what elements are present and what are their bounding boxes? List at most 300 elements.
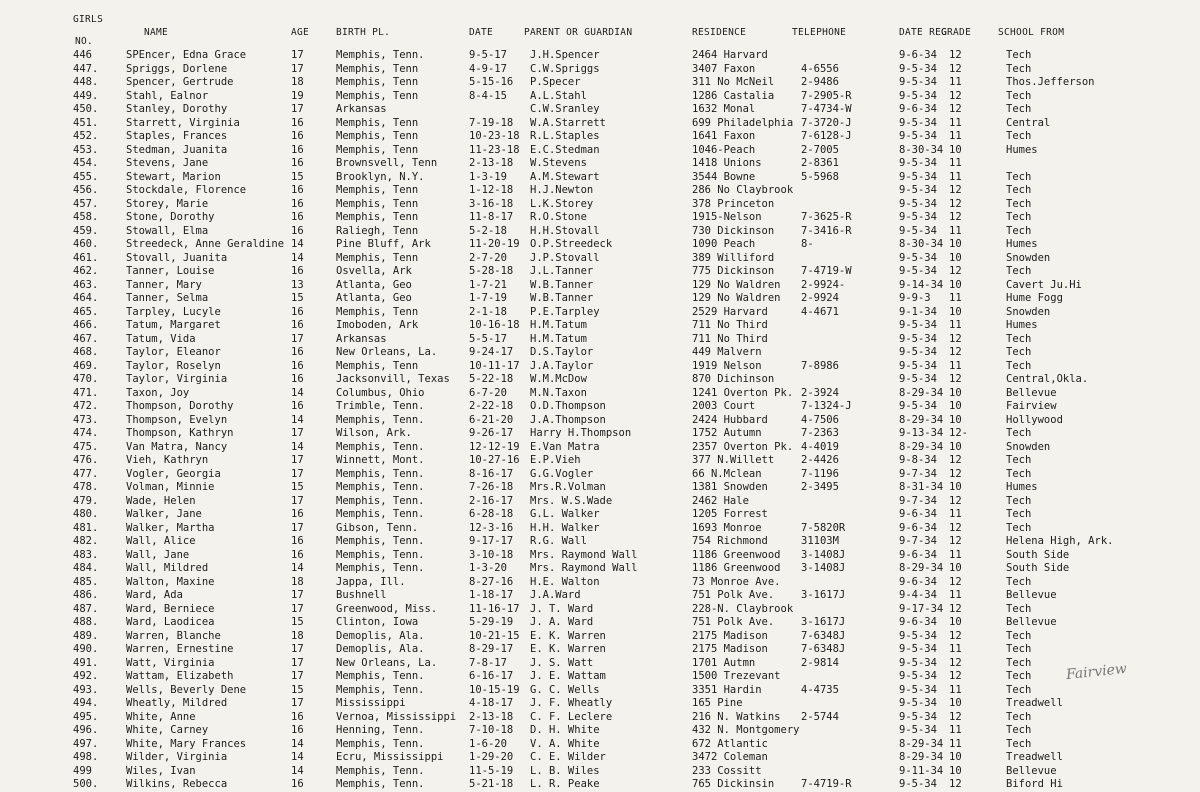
student-name: Tanner, Selma <box>126 292 209 304</box>
school-from: Tech <box>1006 184 1032 196</box>
student-age: 15 <box>291 683 304 696</box>
birth-place: Memphis, Tenn <box>336 197 419 210</box>
student-name: Tarpley, Lucyle <box>126 305 221 318</box>
date-registered: 9-6-34 <box>899 575 937 588</box>
residence: 216 N. Watkins <box>692 710 781 723</box>
birth-date: 9-24-17 <box>469 346 514 358</box>
parent-guardian: J. S. Watt <box>530 656 594 669</box>
birth-place: Memphis, Tenn <box>336 116 419 129</box>
school-from: Tech <box>1006 724 1032 736</box>
student-number: 472. <box>73 400 99 412</box>
telephone: 7-4719-R <box>801 778 852 790</box>
table-row <box>0 292 1200 306</box>
grade: 12 <box>949 521 962 534</box>
school-from: Tech <box>1006 643 1032 655</box>
student-age: 16 <box>291 197 304 210</box>
date-registered: 9-14-34 <box>899 278 944 291</box>
student-name: Stewart, Marion <box>126 170 221 183</box>
birth-place: Memphis, Tenn. <box>336 440 425 453</box>
school-from: Tech <box>1006 521 1032 534</box>
school-from: Tech <box>1006 683 1032 696</box>
date-registered: 9-7-34 <box>899 535 937 547</box>
birth-date: 1-6-20 <box>469 737 507 750</box>
birth-date: 12-3-16 <box>469 521 514 534</box>
date-registered: 9-13-34 <box>899 427 944 439</box>
table-row <box>0 238 1200 252</box>
school-from: Central,Okla. <box>1006 373 1089 385</box>
school-from: Snowden <box>1006 440 1051 453</box>
birth-place: Memphis, Tenn. <box>336 49 425 61</box>
telephone: 2-8361 <box>801 157 839 169</box>
school-from: Tech <box>1006 508 1032 520</box>
residence: 2357 Overton Pk. <box>692 440 794 453</box>
table-row <box>0 373 1200 387</box>
date-registered: 9-7-34 <box>899 494 937 507</box>
student-number: 479. <box>73 494 99 507</box>
birth-date: 1-7-21 <box>469 278 507 291</box>
student-number: 485. <box>73 575 99 588</box>
student-number: 460. <box>73 238 99 250</box>
residence: 751 Polk Ave. <box>692 589 775 601</box>
parent-guardian: C.W.Sranley <box>530 103 600 115</box>
date-registered: 9-5-34 <box>899 629 937 642</box>
birth-date: 9-5-17 <box>469 49 507 61</box>
table-row <box>0 562 1200 576</box>
telephone: 3-1617J <box>801 616 846 628</box>
student-number: 466. <box>73 319 99 331</box>
parent-guardian: L. R. Peake <box>530 778 600 790</box>
student-age: 17 <box>291 49 304 61</box>
telephone: 3-1617J <box>801 589 846 601</box>
date-registered: 9-11-34 <box>899 764 944 777</box>
grade: 12 <box>949 211 962 223</box>
student-age: 15 <box>291 292 304 304</box>
student-name: Taylor, Eleanor <box>126 346 221 358</box>
school-from: Bellevue <box>1006 589 1057 601</box>
student-number: 448. <box>73 76 99 88</box>
student-name: Van Matra, Nancy <box>126 440 228 453</box>
student-age: 16 <box>291 373 304 385</box>
residence: 2462 Hale <box>692 494 749 507</box>
student-age: 16 <box>291 224 304 237</box>
grade: 10 <box>949 305 962 318</box>
student-number: 493. <box>73 683 99 696</box>
residence: 389 Williford <box>692 251 775 264</box>
grade: 12 <box>949 629 962 642</box>
table-row <box>0 684 1200 698</box>
table-row <box>0 414 1200 428</box>
school-from: Bellevue <box>1006 386 1057 399</box>
student-number: 453. <box>73 143 99 156</box>
school-from: Hollywood <box>1006 413 1063 426</box>
student-number: 468. <box>73 346 99 358</box>
student-rows <box>0 49 1200 792</box>
table-row <box>0 535 1200 549</box>
student-age: 16 <box>291 157 304 169</box>
school-from: Central <box>1006 116 1051 129</box>
parent-guardian: H.E. Walton <box>530 575 600 588</box>
residence: 1701 Autmn <box>692 656 756 669</box>
school-from: Tech <box>1006 170 1032 183</box>
date-registered: 9-5-34 <box>899 670 937 682</box>
student-age: 18 <box>291 575 304 588</box>
parent-guardian: J.L.Tanner <box>530 265 594 277</box>
birth-date: 10-27-16 <box>469 454 520 466</box>
birth-date: 11-8-17 <box>469 211 514 223</box>
table-row <box>0 738 1200 752</box>
residence: 699 Philadelphia <box>692 116 794 129</box>
residence: 228-N. Claybrook <box>692 602 794 615</box>
telephone: 7-6348J <box>801 643 846 655</box>
residence: 1186 Greenwood <box>692 548 781 561</box>
school-from: Cavert Ju.Hi <box>1006 278 1082 291</box>
table-row <box>0 130 1200 144</box>
date-registered: 9-5-34 <box>899 116 937 129</box>
student-number: 498. <box>73 751 99 763</box>
birth-date: 10-21-15 <box>469 629 520 642</box>
telephone: 7-4719-W <box>801 265 852 277</box>
birth-place: Memphis, Tenn. <box>336 413 425 426</box>
residence: 129 No Waldren <box>692 278 781 291</box>
birth-place: Henning, Tenn. <box>336 724 425 736</box>
telephone: 7-3720-J <box>801 116 852 129</box>
grade: 12 <box>949 103 962 115</box>
table-row <box>0 346 1200 360</box>
student-name: Wall, Mildred <box>126 562 209 574</box>
birth-place: Memphis, Tenn <box>336 130 419 142</box>
telephone: 2-4426 <box>801 454 839 466</box>
table-row <box>0 616 1200 630</box>
birth-place: Greenwood, Miss. <box>336 602 438 615</box>
school-from: Tech <box>1006 346 1032 358</box>
table-row <box>0 657 1200 671</box>
student-name: Spriggs, Dorlene <box>126 62 228 75</box>
student-number: 491. <box>73 656 99 669</box>
student-age: 16 <box>291 143 304 156</box>
telephone: 8- <box>801 238 814 250</box>
grade: 10 <box>949 400 962 412</box>
birth-date: 2-16-17 <box>469 494 514 507</box>
birth-place: Memphis, Tenn. <box>336 737 425 750</box>
birth-place: Gibson, Tenn. <box>336 521 419 534</box>
residence: 1381 Snowden <box>692 481 768 493</box>
student-name: Taylor, Roselyn <box>126 359 221 372</box>
residence: 432 N. Montgomery <box>692 724 800 736</box>
birth-date: 1-12-18 <box>469 184 514 196</box>
birth-place: Wilson, Ark. <box>336 427 412 439</box>
residence: 751 Polk Ave. <box>692 616 775 628</box>
residence: 1418 Unions <box>692 157 762 169</box>
birth-place: Pine Bluff, Ark <box>336 238 431 250</box>
parent-guardian: R.O.Stone <box>530 211 587 223</box>
student-name: Starrett, Virginia <box>126 116 240 129</box>
student-age: 17 <box>291 670 304 682</box>
telephone: 31103M <box>801 535 839 547</box>
table-row <box>0 252 1200 266</box>
telephone: 5-5968 <box>801 170 839 183</box>
student-number: 476. <box>73 454 99 466</box>
student-age: 17 <box>291 103 304 115</box>
student-name: Ward, Ada <box>126 589 183 601</box>
birth-date: 2-1-18 <box>469 305 507 318</box>
student-number: 462. <box>73 265 99 277</box>
student-name: Warren, Blanche <box>126 629 221 642</box>
grade: 12 <box>949 454 962 466</box>
telephone: 4-4671 <box>801 305 839 318</box>
birth-place: Memphis, Tenn. <box>336 508 425 520</box>
student-number: 497. <box>73 737 99 750</box>
parent-guardian: W.B.Tanner <box>530 292 594 304</box>
birth-place: Memphis, Tenn. <box>336 764 425 777</box>
student-number: 482. <box>73 535 99 547</box>
residence: 1186 Greenwood <box>692 562 781 574</box>
parent-guardian: W.A.Starrett <box>530 116 606 129</box>
student-name: Staples, Frances <box>126 130 228 142</box>
parent-guardian: P.E.Tarpley <box>530 305 600 318</box>
school-from: Tech <box>1006 427 1032 439</box>
school-from: Tech <box>1006 629 1032 642</box>
student-name: Thompson, Evelyn <box>126 413 228 426</box>
date-registered: 9-5-34 <box>899 724 937 736</box>
birth-date: 5-15-16 <box>469 76 514 88</box>
parent-guardian: E.Van Matra <box>530 440 600 453</box>
student-name: Walton, Maxine <box>126 575 215 588</box>
header-no: NO. <box>75 36 94 47</box>
grade: 10 <box>949 697 962 709</box>
grade: 12 <box>949 265 962 277</box>
student-age: 16 <box>291 130 304 142</box>
grade: 11 <box>949 170 962 183</box>
table-row <box>0 778 1200 792</box>
table-row <box>0 319 1200 333</box>
date-registered: 9-5-34 <box>899 157 937 169</box>
date-registered: 9-5-34 <box>899 697 937 709</box>
parent-guardian: P.Specer <box>530 76 581 88</box>
parent-guardian: Harry H.Thompson <box>530 427 632 439</box>
school-from: Tech <box>1006 602 1032 615</box>
birth-date: 1-18-17 <box>469 589 514 601</box>
school-from: Tech <box>1006 130 1032 142</box>
table-row <box>0 724 1200 738</box>
grade: 11 <box>949 683 962 696</box>
grade: 12 <box>949 184 962 196</box>
student-number: 467. <box>73 332 99 345</box>
student-name: Stevens, Jane <box>126 157 209 169</box>
residence: 2175 Madison <box>692 643 768 655</box>
residence: 3351 Hardin <box>692 683 762 696</box>
residence: 1752 Autumn <box>692 427 762 439</box>
residence: 730 Dickinson <box>692 224 775 237</box>
residence: 1500 Trezevant <box>692 670 781 682</box>
birth-place: Ecru, Mississippi <box>336 751 444 763</box>
student-age: 15 <box>291 616 304 628</box>
student-number: 455. <box>73 170 99 183</box>
residence: 1046-Peach <box>692 143 756 156</box>
table-row <box>0 576 1200 590</box>
grade: 12 <box>949 778 962 790</box>
birth-place: Memphis, Tenn. <box>336 535 425 547</box>
table-row <box>0 360 1200 374</box>
school-from: Tech <box>1006 197 1032 210</box>
student-name: Thompson, Dorothy <box>126 400 234 412</box>
student-age: 16 <box>291 359 304 372</box>
parent-guardian: R.L.Staples <box>530 130 600 142</box>
grade: 12 <box>949 373 962 385</box>
student-number: 487. <box>73 602 99 615</box>
birth-date: 4-9-17 <box>469 62 507 75</box>
telephone: 7-5820R <box>801 521 846 534</box>
birth-date: 5-22-18 <box>469 373 514 385</box>
residence: 165 Pine <box>692 697 743 709</box>
table-row <box>0 454 1200 468</box>
residence: 1693 Monroe <box>692 521 762 534</box>
school-from: Tech <box>1006 467 1032 480</box>
student-name: Tanner, Louise <box>126 265 215 277</box>
school-from: Bellevue <box>1006 616 1057 628</box>
telephone: 2-7005 <box>801 143 839 156</box>
student-name: Wheatly, Mildred <box>126 697 228 709</box>
parent-guardian: A.M.Stewart <box>530 170 600 183</box>
birth-place: Memphis, Tenn. <box>336 683 425 696</box>
parent-guardian: L. B. Wiles <box>530 764 600 777</box>
school-from: Tech <box>1006 265 1032 277</box>
birth-date: 1-29-20 <box>469 751 514 763</box>
birth-place: Clinton, Iowa <box>336 616 419 628</box>
grade: 11 <box>949 292 962 304</box>
school-from: Tech <box>1006 575 1032 588</box>
school-from: Bellevue <box>1006 764 1057 777</box>
parent-guardian: A.L.Stahl <box>530 89 587 102</box>
parent-guardian: D. H. White <box>530 724 600 736</box>
student-age: 16 <box>291 319 304 331</box>
date-registered: 9-5-34 <box>899 643 937 655</box>
birth-place: Memphis, Tenn <box>336 143 419 156</box>
grade: 10 <box>949 764 962 777</box>
student-number: 449. <box>73 89 99 102</box>
table-row <box>0 184 1200 198</box>
student-age: 16 <box>291 710 304 723</box>
date-registered: 8-29-34 <box>899 440 944 453</box>
birth-place: Memphis, Tenn <box>336 89 419 102</box>
student-age: 16 <box>291 400 304 412</box>
student-name: Wilder, Virginia <box>126 751 228 763</box>
school-from: Humes <box>1006 319 1038 331</box>
date-registered: 8-31-34 <box>899 481 944 493</box>
parent-guardian: Mrs. Raymond Wall <box>530 548 638 561</box>
date-registered: 9-8-34 <box>899 454 937 466</box>
grade: 10 <box>949 616 962 628</box>
residence: 1286 Castalia <box>692 89 775 102</box>
birth-date: 7-26-18 <box>469 481 514 493</box>
birth-place: Mississippi <box>336 697 406 709</box>
date-registered: 9-5-34 <box>899 89 937 102</box>
telephone: 7-2905-R <box>801 89 852 102</box>
column-headers <box>0 14 1200 47</box>
student-number: 450. <box>73 103 99 115</box>
student-age: 14 <box>291 751 304 763</box>
table-row <box>0 468 1200 482</box>
birth-date: 6-7-20 <box>469 386 507 399</box>
school-from: Tech <box>1006 494 1032 507</box>
student-number: 494. <box>73 697 99 709</box>
school-from: Helena High, Ark. <box>1006 535 1114 547</box>
grade: 11 <box>949 224 962 237</box>
birth-place: Jappa, Ill. <box>336 575 406 588</box>
parent-guardian: G.L. Walker <box>530 508 600 520</box>
birth-date: 3-16-18 <box>469 197 514 210</box>
parent-guardian: H.H.Stovall <box>530 224 600 237</box>
birth-date: 10-11-17 <box>469 359 520 372</box>
telephone: 3-1408J <box>801 548 846 561</box>
table-row <box>0 697 1200 711</box>
residence: 3544 Bowne <box>692 170 756 183</box>
date-registered: 9-5-34 <box>899 251 937 264</box>
residence: 711 No Third <box>692 332 768 345</box>
student-name: Tanner, Mary <box>126 278 202 291</box>
student-age: 19 <box>291 89 304 102</box>
grade: 12 <box>949 346 962 358</box>
birth-date: 5-2-18 <box>469 224 507 237</box>
school-from: South Side <box>1006 548 1070 561</box>
student-age: 14 <box>291 386 304 399</box>
residence: 1919 Nelson <box>692 359 762 372</box>
birth-place: Demoplis, Ala. <box>336 629 425 642</box>
student-name: Warren, Ernestine <box>126 643 234 655</box>
student-number: 483. <box>73 548 99 561</box>
birth-date: 7-10-18 <box>469 724 514 736</box>
parent-guardian: E.C.Stedman <box>530 143 600 156</box>
student-name: Taxon, Joy <box>126 386 190 399</box>
date-registered: 9-6-34 <box>899 521 937 534</box>
birth-place: Osvella, Ark <box>336 265 412 277</box>
birth-place: New Orleans, La. <box>336 656 438 669</box>
student-name: Stedman, Juanita <box>126 143 228 156</box>
birth-date: 5-21-18 <box>469 778 514 790</box>
date-registered: 9-1-34 <box>899 305 937 318</box>
parent-guardian: E. K. Warren <box>530 629 606 642</box>
student-number: 486. <box>73 589 99 601</box>
grade: 11 <box>949 359 962 372</box>
date-registered: 9-5-34 <box>899 778 937 790</box>
date-registered: 9-5-34 <box>899 373 937 385</box>
student-number: 454. <box>73 157 99 169</box>
table-row <box>0 117 1200 131</box>
birth-place: Arkansas <box>336 332 387 345</box>
grade: 11 <box>949 157 962 169</box>
student-age: 17 <box>291 656 304 669</box>
school-from: Tech <box>1006 89 1032 102</box>
grade: 12 <box>949 332 962 345</box>
school-from: Tech <box>1006 670 1032 682</box>
telephone: 7-1196 <box>801 467 839 480</box>
residence: 311 No McNeil <box>692 76 775 88</box>
student-name: Volman, Minnie <box>126 481 215 493</box>
header-residence: RESIDENCE <box>692 27 747 38</box>
grade: 11 <box>949 589 962 601</box>
grade: 10 <box>949 386 962 399</box>
telephone: 2-9924 <box>801 292 839 304</box>
birth-place: Memphis, Tenn <box>336 305 419 318</box>
school-from: Tech <box>1006 49 1032 61</box>
residence: 286 No Claybrook <box>692 184 794 196</box>
residence: 2003 Court <box>692 400 756 412</box>
school-from: Treadwell <box>1006 751 1063 763</box>
student-name: White, Mary Frances <box>126 737 247 750</box>
telephone: 2-3924 <box>801 386 839 399</box>
table-row <box>0 63 1200 77</box>
student-age: 16 <box>291 211 304 223</box>
birth-place: Atlanta, Geo <box>336 278 412 291</box>
